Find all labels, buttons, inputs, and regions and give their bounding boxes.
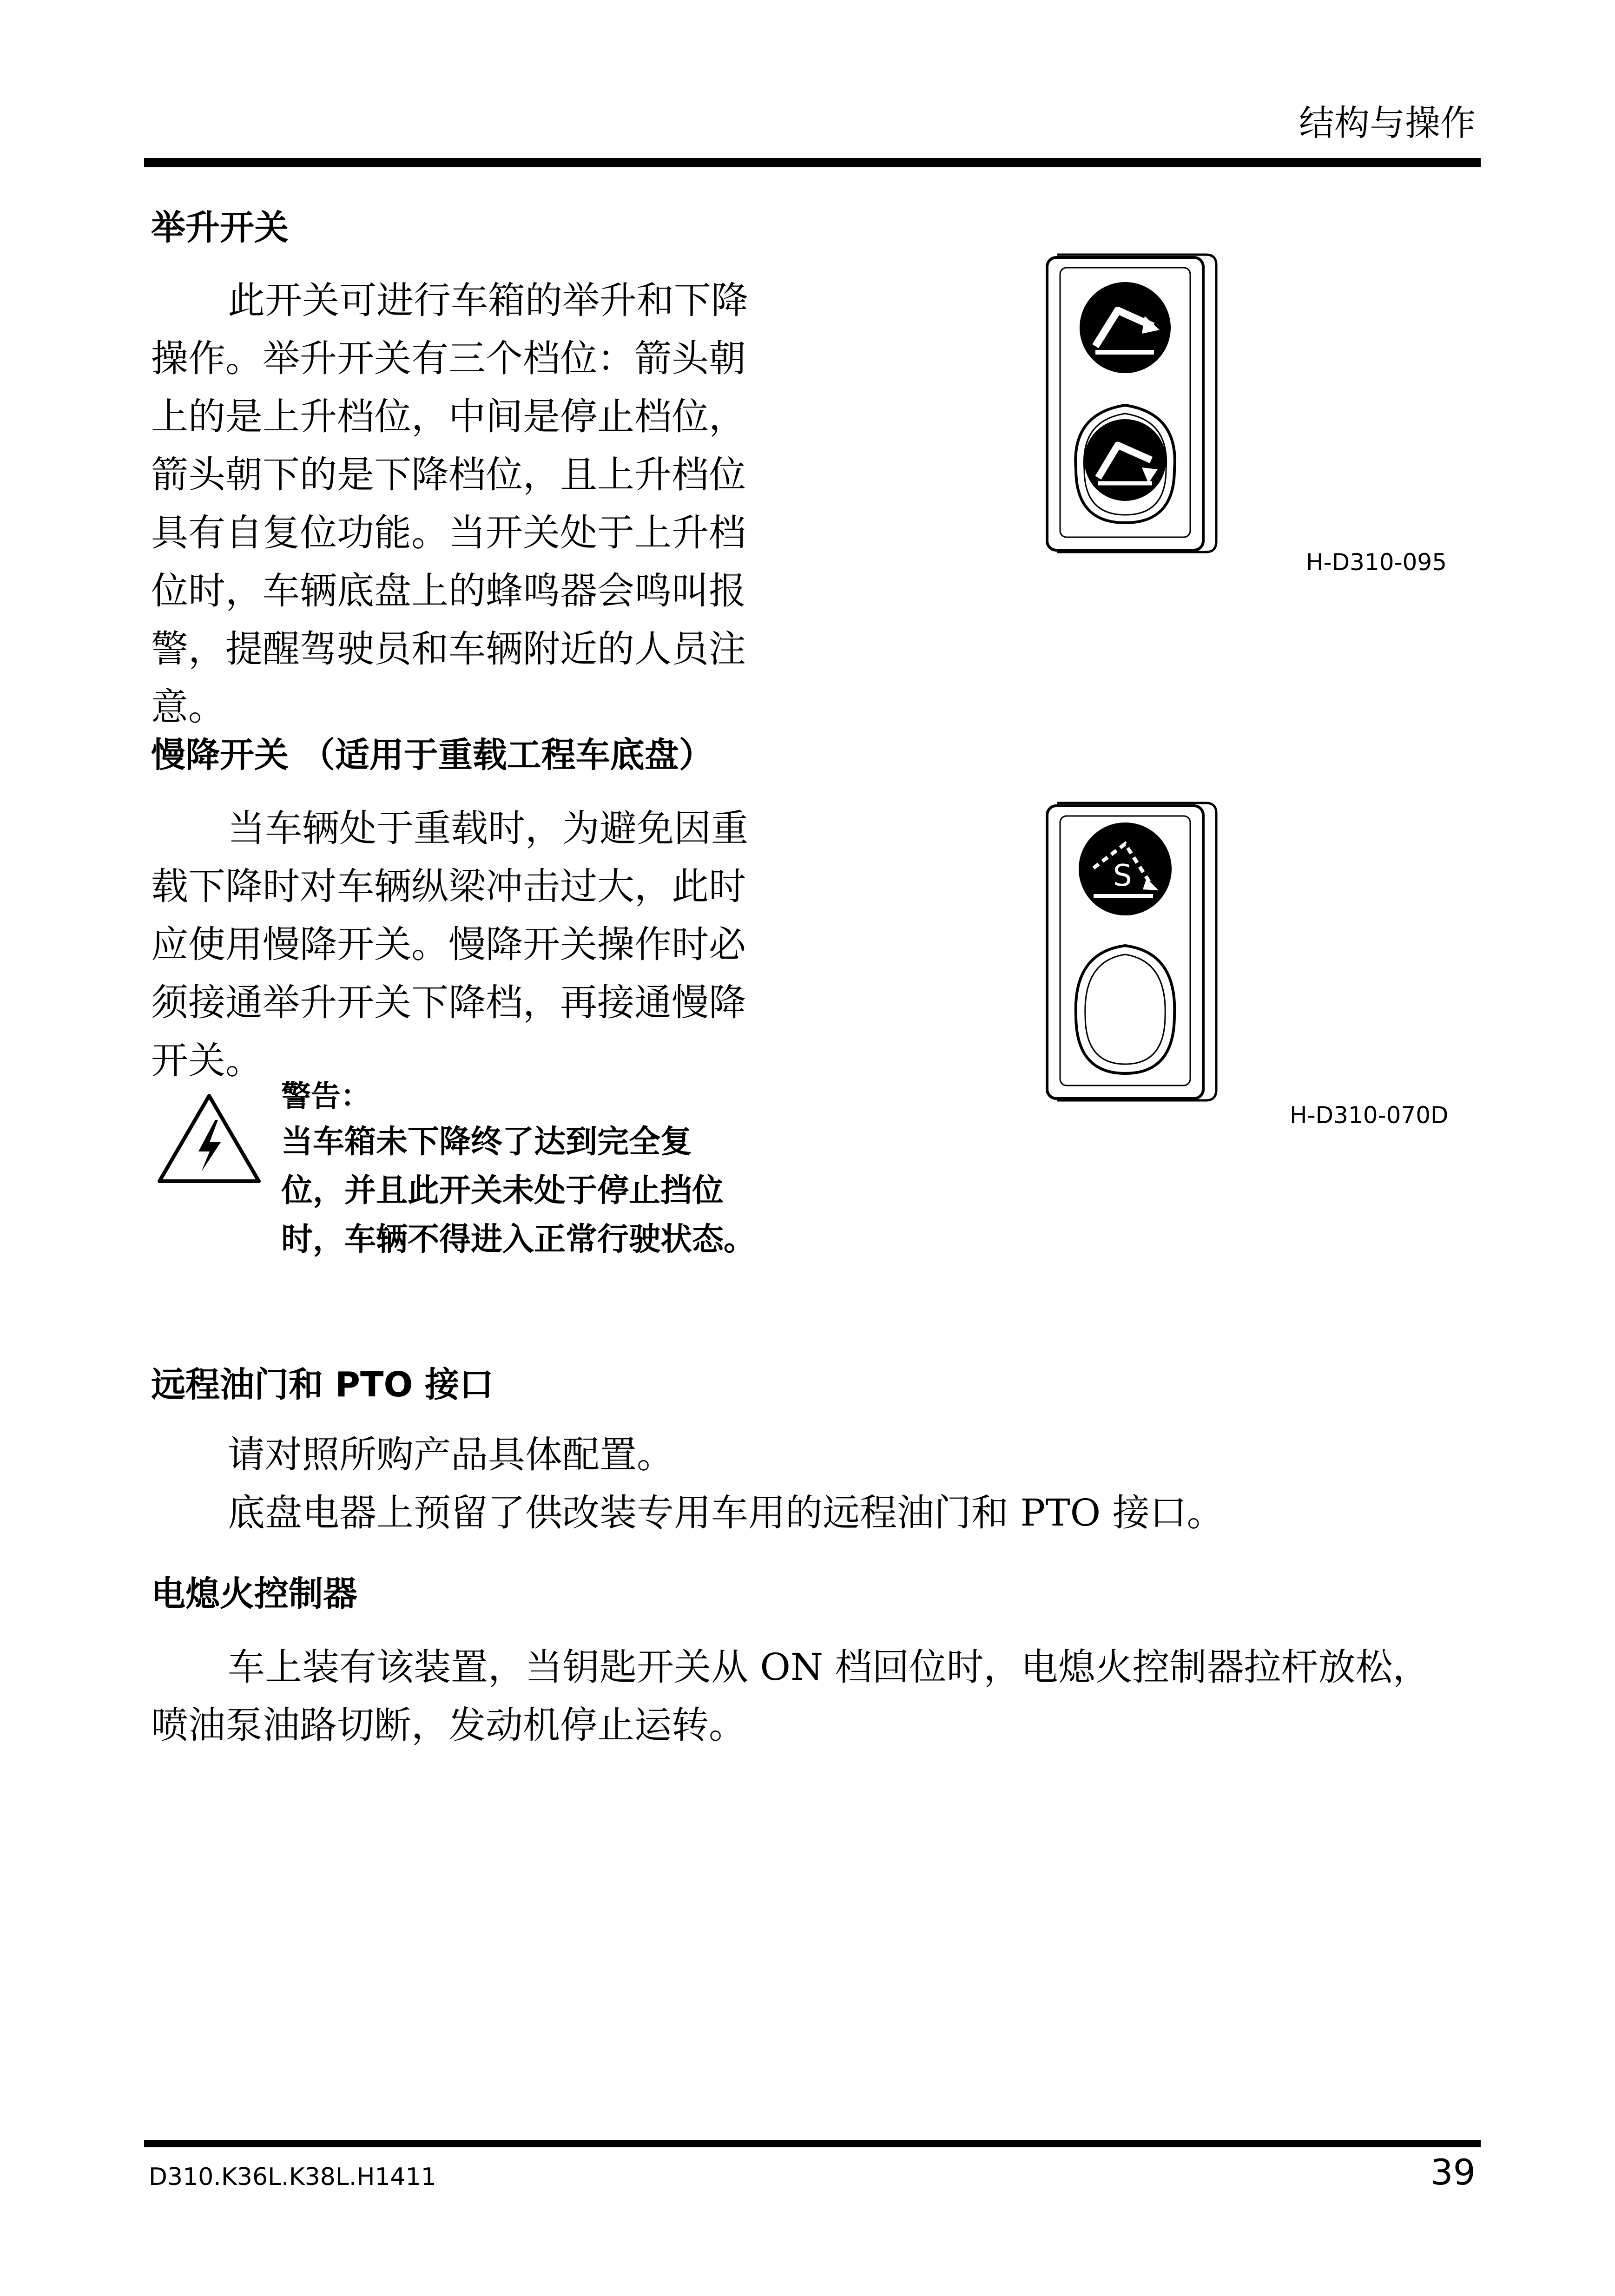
text-line: 载下降时对车辆纵梁冲击过大，此时: [151, 865, 746, 908]
text-line: 位，并且此开关未处于停止挡位: [281, 1172, 724, 1209]
lift-switch-illustration: [1043, 251, 1220, 558]
warning-block: [281, 1076, 792, 1264]
text-line: 箭头朝下的是下降档位，且上升档位: [151, 453, 746, 496]
text-line: 此开关可进行车箱的举升和下降: [228, 279, 748, 322]
text-line: 应使用慢降开关。慢降开关操作时必: [151, 923, 746, 966]
fuel-cutoff-description: [151, 1638, 1490, 1754]
text-line: 时，车辆不得进入正常行驶状态。: [281, 1221, 756, 1258]
warning-title: 警告：: [281, 1079, 370, 1114]
text-line: 上的是上升档位，中间是停止档位，: [151, 395, 746, 438]
text-line: 意。: [151, 685, 225, 729]
pto-description: [151, 1426, 1490, 1542]
page-number: 39: [1430, 2151, 1476, 2193]
section-heading-fuel-cutoff: 电熄火控制器: [151, 1574, 357, 1614]
slow-descent-description: [151, 799, 811, 1090]
text-line: 位时，车辆底盘上的蜂鸣器会鸣叫报: [151, 569, 746, 612]
section-heading-lift-switch: 举升开关: [151, 208, 289, 248]
text-line: 底盘电器上预留了供改装专用车用的远程油门和 PTO 接口。: [228, 1491, 1224, 1534]
text-line: 请对照所购产品具体配置。: [228, 1433, 674, 1476]
text-line: 当车辆处于重载时，为避免因重: [228, 807, 748, 850]
text-line: 须接通举升开关下降档，再接通慢降: [151, 981, 746, 1024]
text-line: 当车箱未下降终了达到完全复: [281, 1124, 692, 1160]
document-code: D310.K36L.K38L.H1411: [149, 2163, 436, 2191]
page-header-title: 结构与操作: [1299, 102, 1476, 144]
footer-rule: [144, 2140, 1481, 2147]
text-line: 警，提醒驾驶员和车辆附近的人员注: [151, 627, 746, 671]
slow-descent-icon: [1079, 822, 1172, 915]
slow-descent-switch-illustration: [1043, 799, 1220, 1106]
text-line: 具有自复位功能。当开关处于上升档: [151, 511, 746, 554]
lightning-warning-icon: [156, 1092, 263, 1185]
text-line: 开关。: [151, 1039, 263, 1082]
warning-text: [281, 1118, 792, 1264]
lift-switch-description: [151, 271, 811, 736]
section-heading-slow-descent-switch: 慢降开关 （适用于重载工程车底盘）: [151, 735, 713, 775]
text-line: 操作。举升开关有三个档位：箭头朝: [151, 337, 746, 380]
section-heading-pto: 远程油门和 PTO 接口: [151, 1365, 494, 1405]
text-line: 车上装有该装置，当钥匙开关从 ON 档回位时，电熄火控制器拉杆放松，: [228, 1645, 1430, 1689]
figure-caption-lift-switch: H-D310-095: [1306, 549, 1447, 576]
slow-letter: S: [1113, 859, 1132, 893]
text-line: 喷油泵油路切断，发动机停止运转。: [151, 1704, 746, 1747]
lower-arrow-icon: [1084, 419, 1166, 501]
header-rule: [144, 158, 1481, 167]
figure-caption-slow-descent-switch: H-D310-070D: [1290, 1102, 1449, 1129]
raise-arrow-icon: [1080, 282, 1171, 373]
